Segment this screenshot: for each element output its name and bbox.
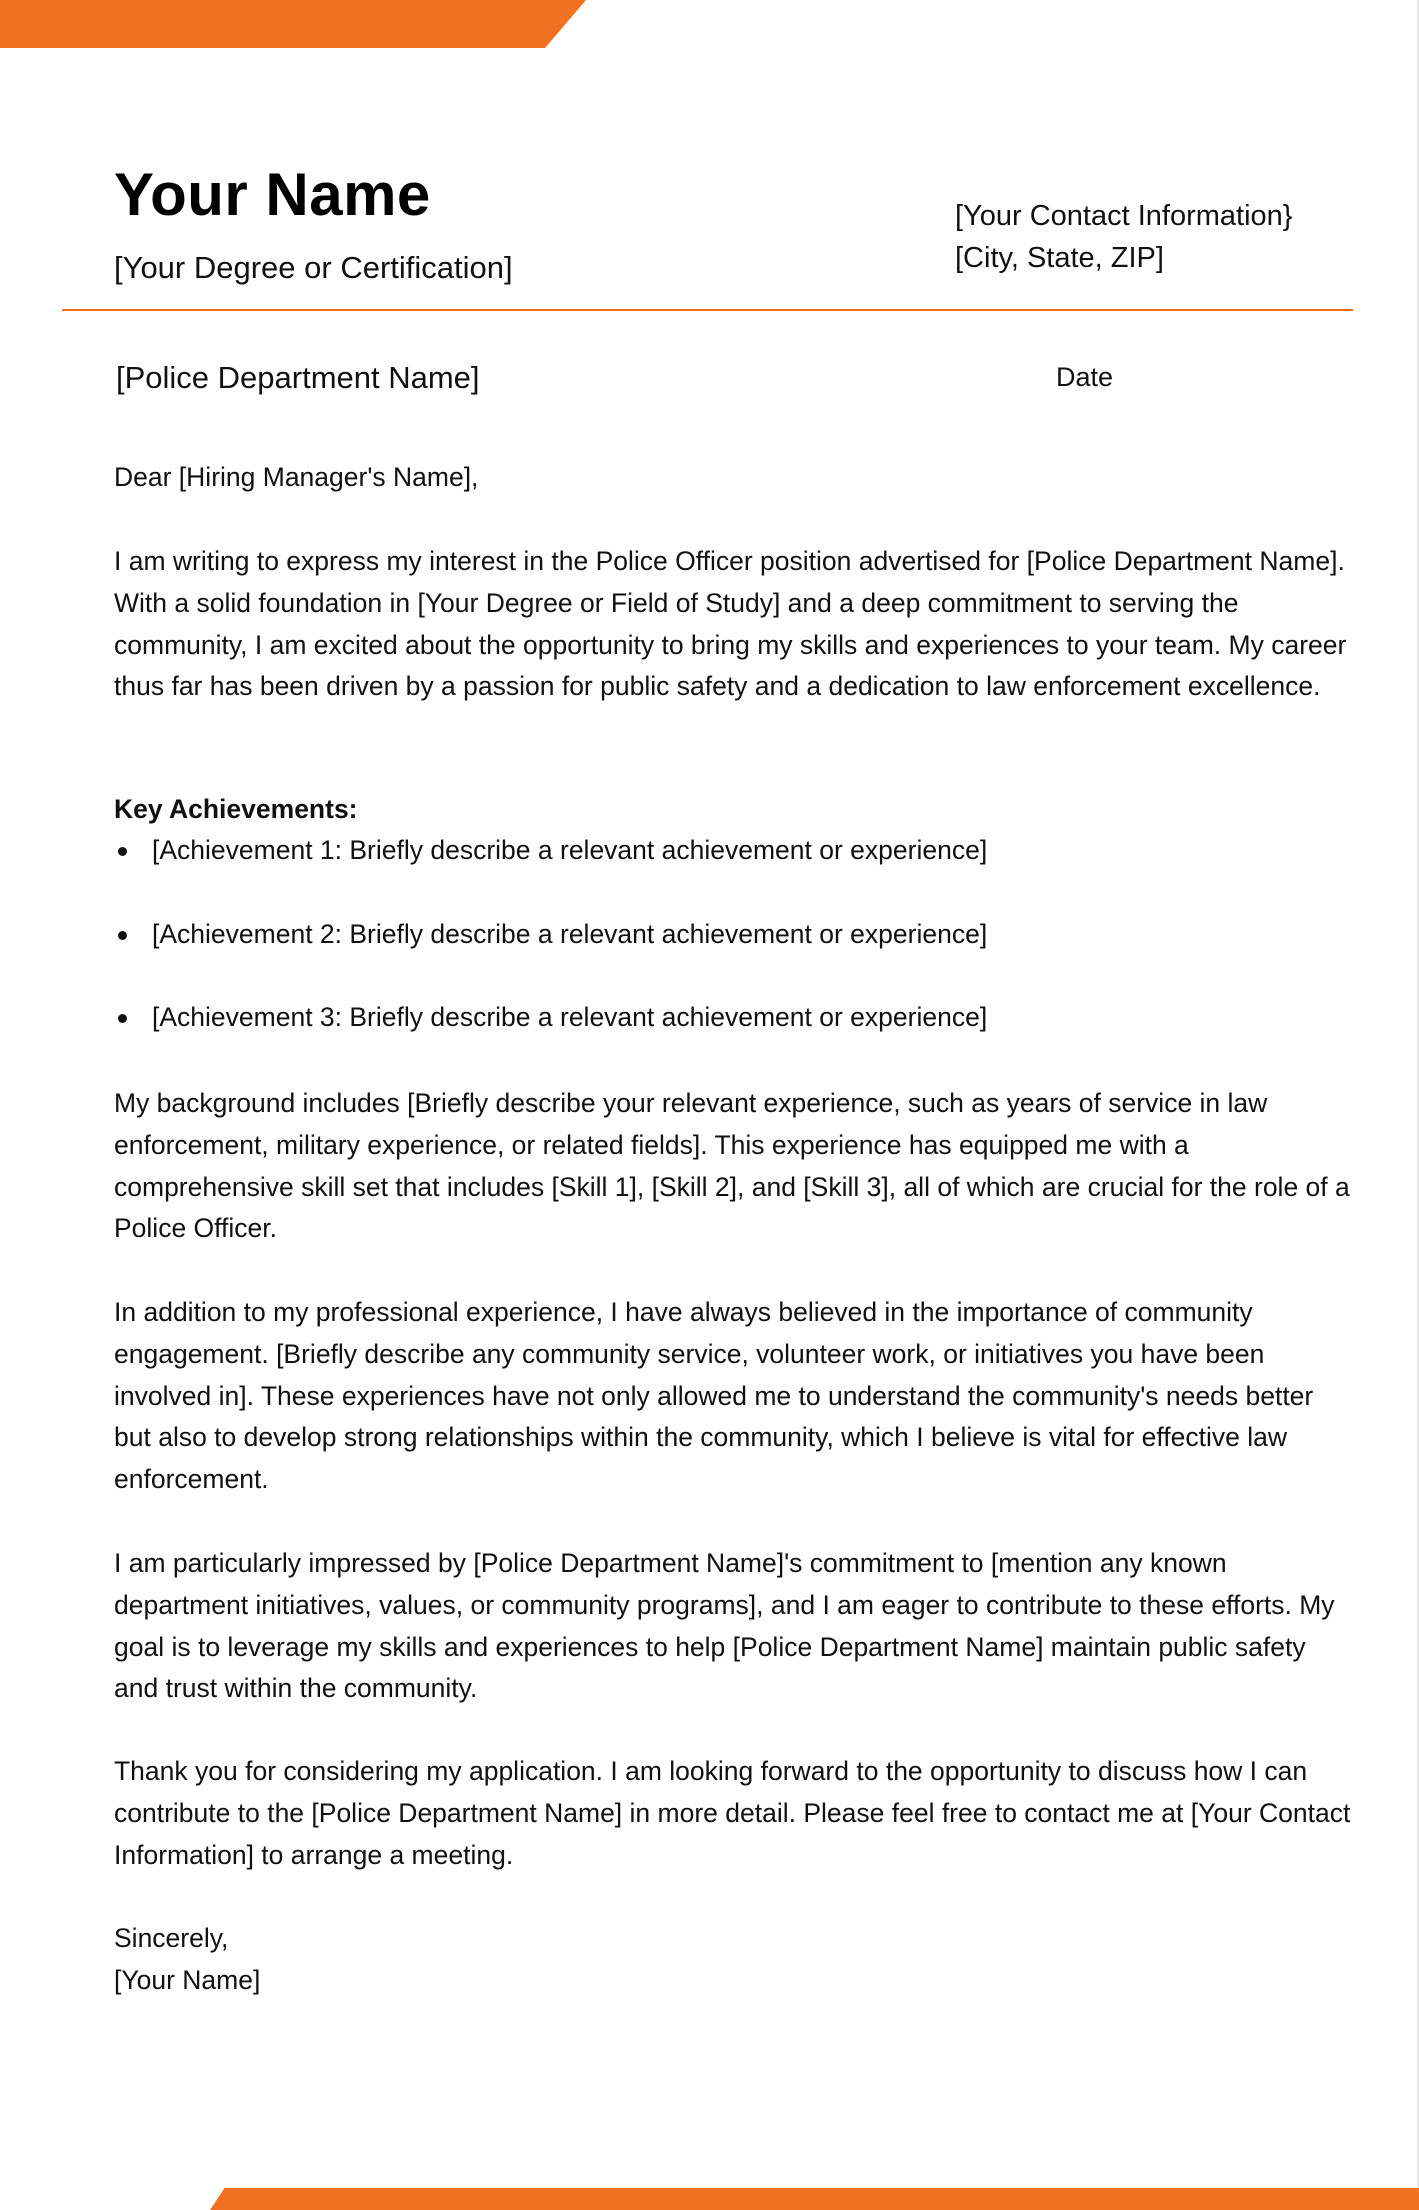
signature-name: [Your Name] [114, 1965, 261, 1995]
contact-block [955, 195, 1292, 279]
achievement-text: [Achievement 2: Briefly describe a relevant achievement or experience] [152, 918, 988, 949]
bullet-icon [118, 931, 127, 940]
bullet-icon [118, 847, 127, 856]
list-item [114, 997, 1354, 1081]
impressed-paragraph: I am particularly impressed by [Police Department Name]'s commitment to [mention any known department initiatives, values, or community programs], and I am eager to contribute to these efforts. My goal is to leverage my skills and experiences to help [Police Department Name] maintain public safety and trust within the community. [114, 1548, 1335, 1704]
letter-date: Date [1056, 362, 1114, 392]
signoff: Sincerely, [114, 1923, 229, 1953]
applicant-name: Your Name [114, 161, 431, 228]
contact-info: [Your Contact Information} [955, 200, 1293, 232]
achievement-text: [Achievement 1: Briefly describe a relevant achievement or experience] [152, 835, 988, 865]
header-divider [62, 309, 1353, 311]
city-state-zip: [City, State, ZIP] [955, 242, 1164, 274]
achievements-heading: Key Achievements: [114, 794, 358, 824]
list-item [114, 830, 1354, 914]
intro-paragraph: I am writing to express my interest in the Police Officer position advertised for [Police Department Name]. With a solid foundation in [Your Degree or Field of Study] and a deep commitment to serving the community, I am excited about the opportunity to bring my skills and experiences to your team. My career thus far has been driven by a passion for public safety and a dedication to law enforcement excellence. [114, 546, 1347, 702]
department-name: [Police Department Name] [116, 360, 480, 395]
salutation: Dear [Hiring Manager's Name], [114, 462, 479, 492]
top-accent-banner [0, 0, 586, 48]
achievements-list [114, 830, 1354, 1081]
background-paragraph: My background includes [Briefly describe your relevant experience, such as years of service in law enforcement, military experience, or related fields]. This experience has equipped me with a comprehensive skill set that includes [Skill 1], [Skill 2], and [Skill 3], all of which are crucial for the role of a Police Officer. [114, 1088, 1350, 1244]
bullet-icon [118, 1014, 127, 1023]
applicant-degree: [Your Degree or Certification] [114, 250, 513, 285]
achievement-text: [Achievement 3: Briefly describe a relevant achievement or experience] [152, 1002, 988, 1033]
community-paragraph: In addition to my professional experience, I have always believed in the importance of community engagement. [Briefly describe any community service, volunteer work, or initiatives you have been involved in]. These experiences have not only allowed me to understand the community's needs better but also to develop strong relationships within the community, which I believe is vital for effective law enforcement. [114, 1297, 1314, 1495]
closing-paragraph: Thank you for considering my application. I am looking forward to the opportunity to discuss how I can contribute to the [Police Department Name] in more detail. Please feel free to contact me at [Your Contact Information] to arrange a meeting. [114, 1756, 1351, 1870]
bottom-accent-banner [210, 2188, 1419, 2210]
list-item [114, 914, 1354, 998]
